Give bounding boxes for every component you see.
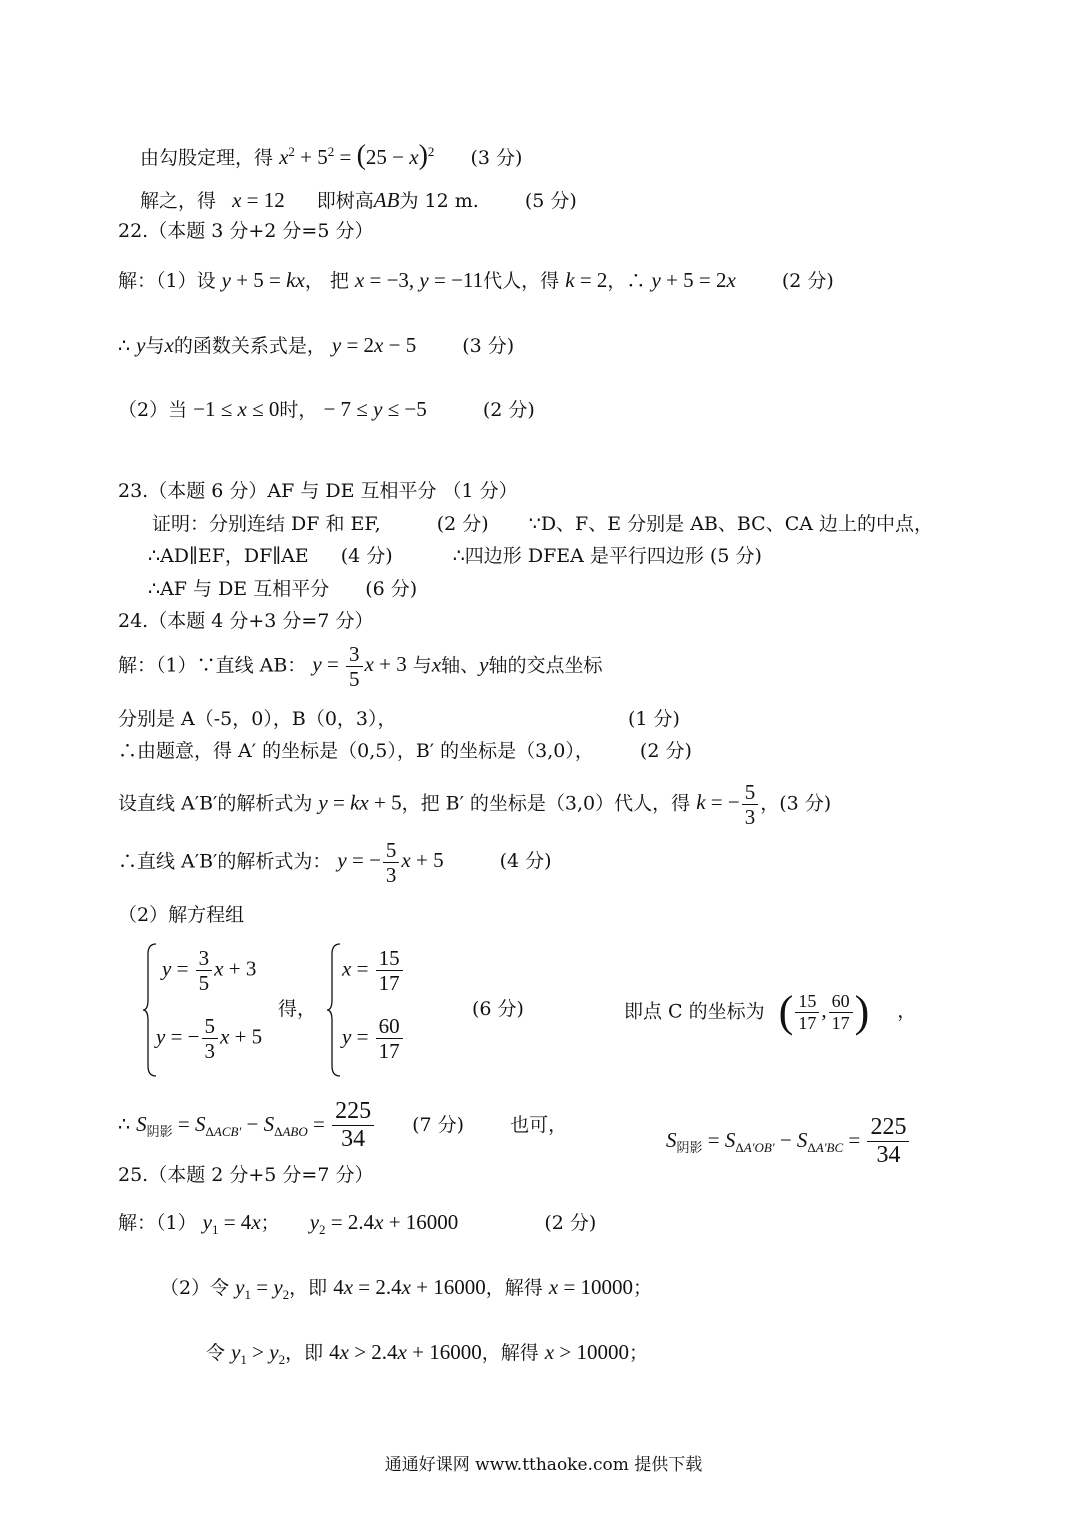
score: (5 分) bbox=[524, 190, 577, 212]
page-footer: 通通好课网 www.tthaoke.com 提供下载 bbox=[384, 1455, 703, 1475]
score: ，(3 分) bbox=[760, 792, 832, 815]
q24-line3: ∴由题意，得 A′ 的坐标是（0,5），B′ 的坐标是（3,0）， (2 分) bbox=[118, 740, 692, 762]
q22-line3: （2）当 −1 ≤ x ≤ 0时， − 7 ≤ y ≤ −5 (2 分) bbox=[118, 397, 535, 421]
q21-line1: 由勾股定理，得 $x^2 + 5^2 = (25 - x)^2$ (3 分) bbox=[140, 140, 523, 171]
q24-header: 24.（本题 4 分+3 分=7 分） bbox=[118, 610, 374, 632]
q24-alt-area: $S_{阴影} = S_{\Delta A'OB'} - S_{\Delta A'BC}$ = $\frac{225}{34}$ bbox=[666, 1114, 911, 1169]
score: (7 分) bbox=[412, 1113, 465, 1136]
q25-line2: （2）令 $y_1 = y_2$，即 4x = 2.4x + 16000，解得 x = 10000； bbox=[160, 1275, 653, 1303]
score: (2 分) bbox=[482, 399, 535, 421]
equation-system-2: x = $\frac{15}{17}$ y = $\frac{60}{17}$ bbox=[326, 940, 426, 1080]
score: (2 分) bbox=[639, 740, 692, 762]
q23-line2: ∴AD∥EF，DF∥AE (4 分) ∴四边形 DFEA 是平行四边形 (5 分) bbox=[148, 545, 762, 567]
q24-point-c: 即点 C 的坐标为 ( $\frac{15}{17}$ , $\frac{60}{17}$ ) ， bbox=[624, 987, 917, 1036]
q22-line1: 解：（1）设 y + 5 = kx， 把 x = −3, y = −11代人，得 k = 2，∴ y + 5 = 2x (2 分) bbox=[118, 268, 834, 292]
q24-sys-de: 得， bbox=[278, 998, 317, 1020]
q23-line3: ∴AF 与 DE 互相平分 (6 分) bbox=[148, 578, 418, 600]
q23-header: 23.（本题 6 分）AF 与 DE 互相平分 （1 分） bbox=[118, 480, 518, 502]
score: (2 分) bbox=[781, 270, 834, 292]
q23-line1: 证明：分别连结 DF 和 EF, (2 分) ∵D、F、E 分别是 AB、BC、CA 边上的中点， bbox=[152, 513, 934, 535]
q25-line1: 解：（1） $y_1 = 4x$； $y_2 = 2.4x + 16000$ (2 分) bbox=[118, 1210, 597, 1238]
q24-line6: （2）解方程组 bbox=[118, 904, 245, 926]
left-brace-icon bbox=[326, 940, 342, 1080]
equation-system-1: y = $\frac{3}{5}$ x + 3 y = − $\frac{5}{3}$ x + 5 bbox=[142, 940, 282, 1080]
score: (2 分) bbox=[544, 1212, 597, 1234]
q24-line4: 设直线 A′B′的解析式为 y = kx + 5，把 B′ 的坐标是（3,0）代人，得 k = − $\frac{5}{3}$ ，(3 分) bbox=[118, 780, 832, 830]
score: (3 分) bbox=[462, 335, 515, 357]
q21-line2: 解之，得 x = 12 即树高AB为 12 m. (5 分) bbox=[140, 188, 577, 212]
q24-line1: 解：（1）∵直线 AB： y = $\frac{3}{5}$ x + 3 与x轴、y轴的交点坐标 bbox=[118, 642, 603, 692]
score: (4 分) bbox=[340, 545, 393, 567]
q22-header: 22.（本题 3 分+2 分=5 分） bbox=[118, 220, 374, 242]
q24-line7: ∴ $S_{阴影} = S_{\Delta ACB'} - S_{\Delta ABO}$ = $\frac{225}{34}$ (7 分) 也可， bbox=[118, 1098, 568, 1153]
score: (3 分) bbox=[470, 147, 523, 169]
score: (1 分) bbox=[628, 708, 680, 730]
score: (6 分) bbox=[365, 578, 418, 600]
q22-line2: ∴ y与x的函数关系式是， y = 2x − 5 (3 分) bbox=[118, 333, 515, 357]
q24-line5: ∴直线 A′B′的解析式为： y = − $\frac{5}{3}$ x + 5 (4 分) bbox=[118, 838, 552, 888]
q25-line3: 令 $y_1 > y_2$，即 4x > 2.4x + 16000，解得 x > 10000； bbox=[206, 1340, 648, 1368]
pythagoras-equation: $x^2 + 5^2 = (25 - x)^2$ bbox=[279, 140, 435, 171]
score: (4 分) bbox=[499, 850, 552, 873]
score: (2 分) bbox=[436, 513, 489, 535]
score: (6 分) bbox=[472, 998, 524, 1020]
q24-line2: 分别是 A（-5，0），B（0，3）， (1 分) bbox=[118, 708, 680, 730]
q25-header: 25.（本题 2 分+5 分=7 分） bbox=[118, 1164, 374, 1186]
